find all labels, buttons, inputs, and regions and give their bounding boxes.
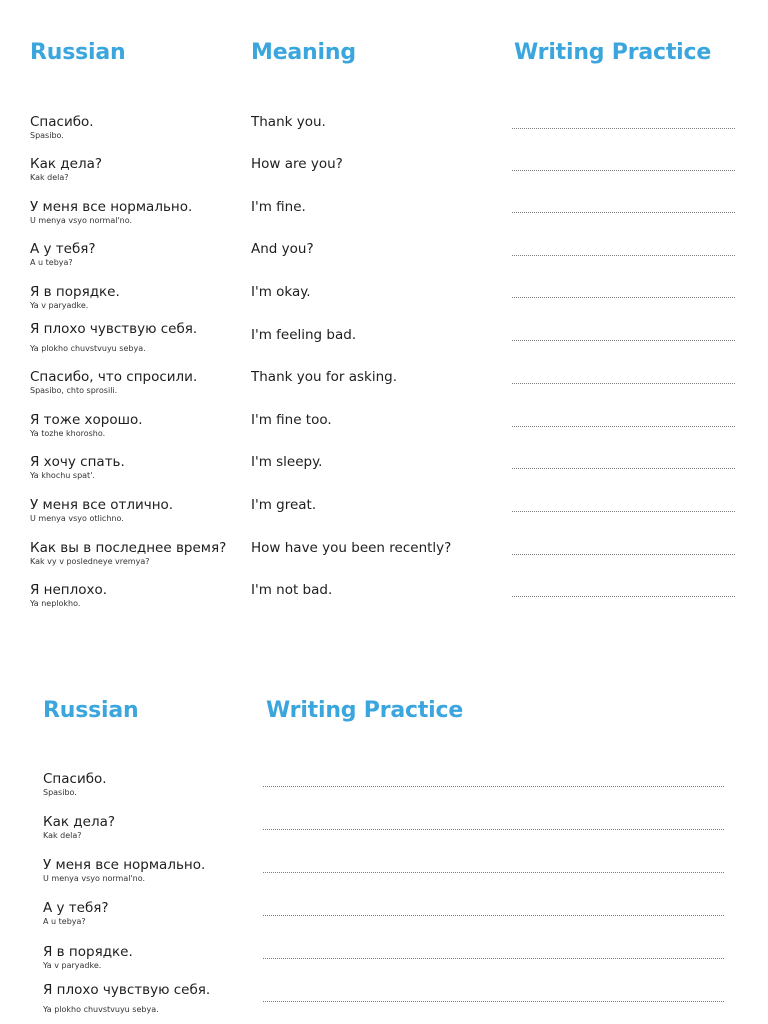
meaning: I'm feeling bad. [251,327,357,343]
russian-phrase: Я плохо чувствую себя. [30,321,198,337]
phrase-row [0,241,768,281]
russian-phrase: У меня все отлично. [30,497,174,513]
meaning: I'm sleepy. [251,454,323,470]
writing-line[interactable] [263,786,724,787]
meaning: I'm not bad. [251,582,333,598]
russian-phrase: Спасибо. [30,114,94,130]
writing-line[interactable] [512,383,735,384]
phrase-row [0,199,768,239]
transliteration: Spasibo. [30,131,64,140]
phrase-row [0,497,768,537]
transliteration: Ya tozhe khorosho. [30,429,106,438]
header-writing-practice: Writing Practice [514,40,712,65]
writing-line[interactable] [512,340,735,341]
practice-row [0,900,768,940]
russian-phrase: Я неплохо. [30,582,108,598]
writing-line[interactable] [512,596,735,597]
transliteration: Ya v paryadke. [43,961,102,970]
russian-phrase: Я тоже хорошо. [30,412,143,428]
meaning: How have you been recently? [251,540,452,556]
phrase-row [0,156,768,196]
russian-phrase: Спасибо. [43,771,107,787]
writing-line[interactable] [263,915,724,916]
transliteration: A u tebya? [43,917,86,926]
phrase-row [0,284,768,324]
meaning: And you? [251,241,314,257]
russian-phrase: Я в порядке. [30,284,120,300]
transliteration: U menya vsyo normal'no. [30,216,133,225]
transliteration: Kak dela? [43,831,82,840]
practice-row [0,944,768,984]
phrase-row [0,582,768,622]
header-russian: Russian [30,40,126,65]
transliteration: U menya vsyo normal'no. [43,874,146,883]
transliteration: Kak vy v posledneye vremya? [30,557,150,566]
transliteration: Ya v paryadke. [30,301,89,310]
practice-row [0,857,768,897]
transliteration: Ya neplokho. [30,599,81,608]
header-meaning: Meaning [251,40,356,65]
practice-row [0,814,768,854]
phrase-row [0,454,768,494]
russian-phrase: У меня все нормально. [43,857,206,873]
practice-row [0,982,768,1022]
section-writing-practice [0,640,768,1024]
transliteration: Ya khochu spat'. [30,471,95,480]
russian-phrase: У меня все нормально. [30,199,193,215]
transliteration: Kak dela? [30,173,69,182]
transliteration: A u tebya? [30,258,73,267]
writing-line[interactable] [512,468,735,469]
russian-phrase: А у тебя? [30,241,96,257]
transliteration: Ya plokho chuvstvuyu sebya. [30,344,146,353]
russian-phrase: Я плохо чувствую себя. [43,982,211,998]
meaning: Thank you. [251,114,326,130]
meaning: I'm fine too. [251,412,332,428]
writing-line[interactable] [512,511,735,512]
writing-line[interactable] [263,1001,724,1002]
meaning: I'm okay. [251,284,311,300]
writing-line[interactable] [263,872,724,873]
header-russian: Russian [43,698,139,723]
transliteration: U menya vsyo otlichno. [30,514,124,523]
writing-line[interactable] [512,128,735,129]
practice-row [0,771,768,811]
writing-line[interactable] [512,212,735,213]
russian-phrase: А у тебя? [43,900,109,916]
russian-phrase: Как дела? [43,814,116,830]
russian-phrase: Я в порядке. [43,944,133,960]
phrase-row [0,114,768,154]
header-writing-practice: Writing Practice [266,698,464,723]
phrase-row [0,412,768,452]
russian-phrase: Спасибо, что спросили. [30,369,198,385]
writing-line[interactable] [263,958,724,959]
writing-line[interactable] [512,554,735,555]
phrase-row [0,540,768,580]
russian-phrase: Как вы в последнее время? [30,540,227,556]
meaning: Thank you for asking. [251,369,397,385]
russian-phrase: Я хочу спать. [30,454,125,470]
writing-line[interactable] [512,255,735,256]
transliteration: Spasibo, chto sprosili. [30,386,118,395]
writing-line[interactable] [512,297,735,298]
writing-line[interactable] [512,426,735,427]
phrase-row [0,321,768,361]
phrase-row [0,369,768,409]
meaning: I'm great. [251,497,317,513]
meaning: How are you? [251,156,343,172]
writing-line[interactable] [512,170,735,171]
meaning: I'm fine. [251,199,306,215]
transliteration: Spasibo. [43,788,77,797]
russian-phrase: Как дела? [30,156,103,172]
transliteration: Ya plokho chuvstvuyu sebya. [43,1005,159,1014]
writing-line[interactable] [263,829,724,830]
